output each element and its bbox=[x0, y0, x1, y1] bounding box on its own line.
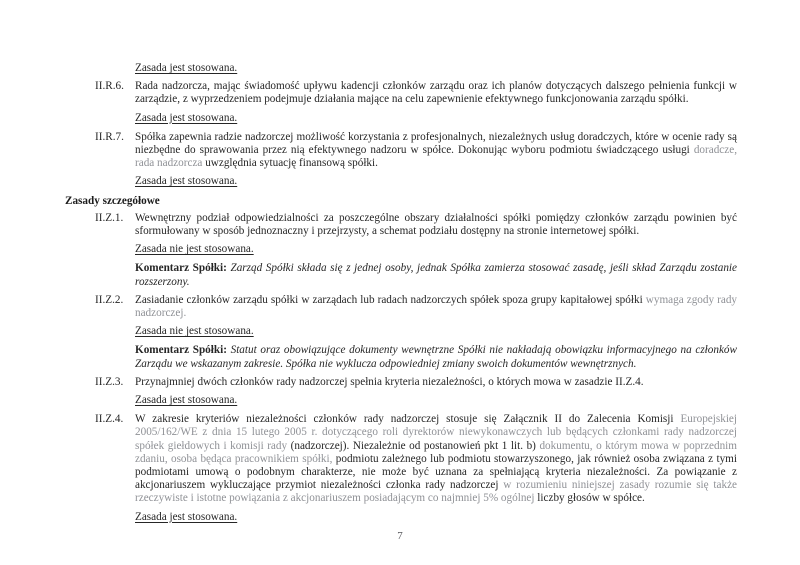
rule-text-segment: uwzględnia sytuację finansową spółki. bbox=[205, 157, 378, 170]
rule-item-iir6 bbox=[65, 80, 737, 131]
rule-status-line: Zasada jest stosowana. bbox=[135, 62, 238, 74]
rule-text-segment-muted: Europejskiej 2005/162/WE z dnia 15 lutego 2005 r. dotyczącego roli dyrektorów niewykonawczych lub będących członkami rady nadzorczej spółek giełdowych i komisji rady bbox=[135, 413, 737, 452]
comment-label: Komentarz Spółki: bbox=[135, 262, 227, 275]
rule-item-iir7 bbox=[65, 131, 737, 195]
rule-text-segment: (nadzorczej). Niezależnie od postanowień pkt 1 lit. b) bbox=[290, 439, 536, 452]
rule-text-segment-muted: dokumentu, o którym mowa w poprzednim zdaniu, osoba będąca pracownikiem spółki, bbox=[135, 439, 737, 465]
comment-label: Komentarz Spółki: bbox=[135, 344, 227, 357]
rule-status-line: Zasada jest stosowana. bbox=[135, 394, 238, 407]
rule-status-line: Zasada nie jest stosowana. bbox=[135, 325, 254, 338]
rule-text-segment: W zakresie kryteriów niezależności członków rady nadzorczej stosuje się Załącznik II do Zalecenia Komisji bbox=[135, 413, 674, 426]
rule-text bbox=[135, 131, 737, 171]
rule-body bbox=[135, 131, 737, 195]
rule-status-line: Zasada nie jest stosowana. bbox=[135, 243, 254, 256]
rule-status-line: Zasada jest stosowana. bbox=[135, 175, 238, 188]
rule-body bbox=[135, 376, 737, 413]
rule-status-line: Zasada jest stosowana. bbox=[135, 111, 238, 124]
rule-id: II.Z.2. bbox=[95, 293, 124, 306]
rule-status-line: Zasada jest stosowana. bbox=[135, 510, 238, 523]
rule-text-segment: Spółka zapewnia radzie nadzorczej możliwość korzystania z profesjonalnych, niezależnych usług doradczych, które w ocenie rady są niezbędne do sprawowania przez nią efektywnego nadzoru w spółce. Dokonując wyboru podmiotu świadczącego usługi bbox=[135, 130, 737, 157]
rule-id: II.Z.1. bbox=[95, 211, 124, 224]
company-comment bbox=[135, 344, 737, 370]
rule-body bbox=[135, 294, 737, 376]
rule-text bbox=[135, 413, 737, 505]
rule-text bbox=[135, 294, 737, 320]
rule-text-segment-muted: wymaga zgody rady nadzorczej. bbox=[135, 293, 738, 320]
rule-id: II.R.6. bbox=[95, 80, 124, 93]
rule-text-segment-muted: doradcze, rada nadzorcza bbox=[135, 144, 737, 170]
comment-text: Zarząd Spółki składa się z jednej osoby, jednak Spółka zamierza stosować zasadę, jeśli skład Zarządu zostanie rozszerzony. bbox=[135, 262, 737, 288]
rule-item-iiz4 bbox=[65, 413, 737, 530]
rule-item-iiz1 bbox=[65, 212, 737, 294]
rule-text: Przynajmniej dwóch członków rady nadzorczej spełnia kryteria niezależności, o których mowa w zasadzie II.Z.4. bbox=[135, 375, 644, 388]
page-number: 7 bbox=[397, 529, 403, 542]
rule-text-segment-muted: w rozumieniu niniejszej zasady rozumie się także rzeczywiste i istotne powiązania z akcjonariuszem posiadającym co najmniej 5% ogólnej bbox=[135, 479, 737, 505]
rule-text-segment: podmiotu zależnego lub podmiotu stowarzyszonego, jak również osoba związana z tymi podmiotami umową o podobnym charakterze, nie może być uznana za spełniającą kryteria niezależności. Za powiązanie z akcjonariuszem wykluczające przymiot niezależności członka rady nadzorczej bbox=[135, 452, 737, 492]
section-heading: Zasady szczegółowe bbox=[65, 194, 160, 207]
rule-text-segment: liczby głosów w spółce. bbox=[537, 492, 645, 505]
rule-body bbox=[135, 80, 737, 131]
comment-text: Statut oraz obowiązujące dokumenty wewnętrzne Spółki nie nakładają obowiązku informacyjnego na członków Zarządu we wskazanym zakresie. Spółka nie wyklucza odpowiedniej zmiany swoich dokumentów wewnętrznych. bbox=[135, 344, 737, 370]
rule-id: II.Z.4. bbox=[95, 413, 124, 426]
rule-id: II.R.7. bbox=[95, 130, 124, 143]
rule-text: Rada nadzorcza, mając świadomość upływu kadencji członków zarządu oraz ich planów dotyczących dalszego pełnienia funkcji w zarządzie, z wyprzedzeniem podejmuje działania mające na celu zapewnienie efektywnego funkcjonowania zarządu spółki. bbox=[135, 80, 737, 106]
company-comment bbox=[135, 262, 737, 288]
rule-text: Wewnętrzny podział odpowiedzialności za poszczególne obszary działalności spółki pomiędzy członków zarządu powinien być sformułowany w sposób jednoznaczny i przejrzysty, a schemat podziału dostępny na stronie internetowej spółki. bbox=[135, 211, 737, 238]
rule-text-segment: Zasiadanie członków zarządu spółki w zarządach lub radach nadzorczych spółek spoza grupy kapitałowej spółki bbox=[135, 293, 643, 306]
rule-body bbox=[135, 413, 737, 530]
rule-item-iiz3 bbox=[65, 376, 737, 413]
rule-body bbox=[135, 212, 737, 294]
rule-item-iiz2 bbox=[65, 294, 737, 376]
rule-id: II.Z.3. bbox=[95, 375, 124, 388]
